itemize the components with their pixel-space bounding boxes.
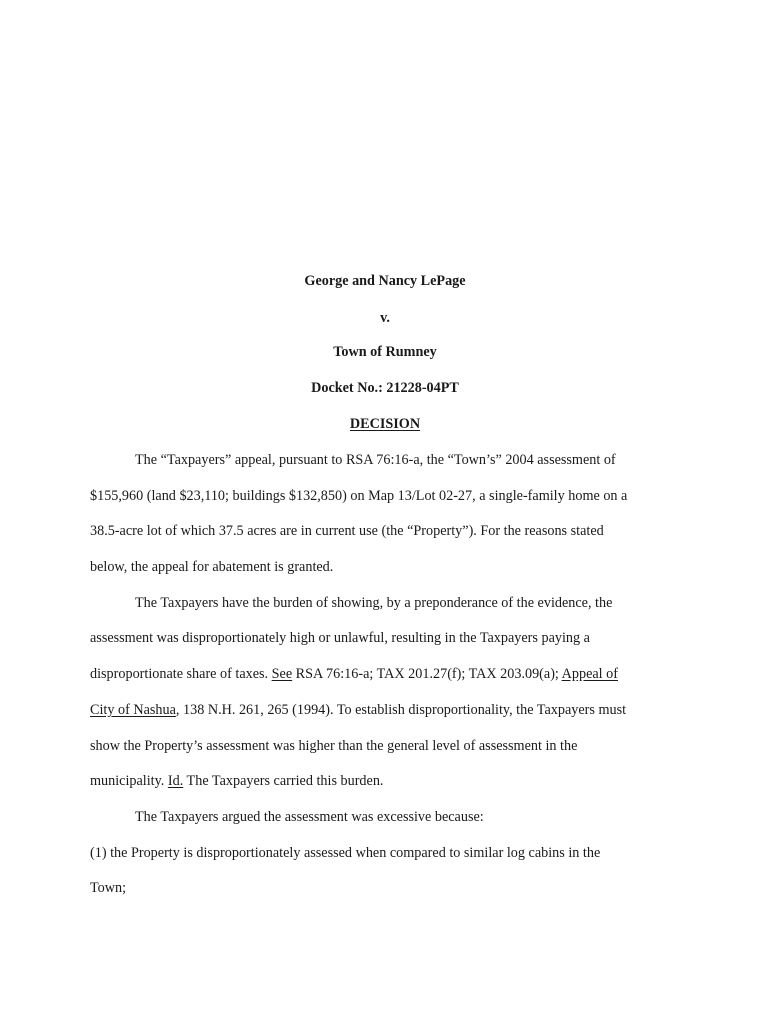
p1-line-1: The “Taxpayers” appeal, pursuant to RSA 76:16-a, the “Town’s” 2004 assessment of [135,452,616,468]
p2-line-6-text-c: The Taxpayers carried this burden. [183,773,384,789]
p2-line-4-text-b: , 138 N.H. 261, 265 (1994). To establish disproportionality, the Taxpayers must [175,702,627,718]
p2-line-5: show the Property’s assessment was higher than the general level of assessment in the [90,738,578,754]
p2-line-6 [90,772,383,790]
p3-line-3: Town; [90,880,127,896]
p2-line-3 [90,665,618,683]
p2-line-1: The Taxpayers have the burden of showing, by a preponderance of the evidence, the [135,595,613,611]
case-versus: v. [380,310,390,326]
case-citation-appeal-of: Appeal of [561,666,618,682]
case-citation-city-of-nashua: City of Nashua [90,702,176,718]
decision-heading [0,415,770,433]
p2-line-4 [90,701,626,719]
p2-line-6-text-a: municipality. [90,773,168,789]
see-citation-signal: See [271,666,293,682]
p1-line-4: below, the appeal for abatement is granted. [90,559,334,575]
p3-line-1: The Taxpayers argued the assessment was excessive because: [135,809,484,825]
decision-heading-text: DECISION [349,416,421,432]
p1-line-2: $155,960 (land $23,110; buildings $132,850) on Map 13/Lot 02-27, a single-family home on a [90,488,628,504]
id-citation-signal: Id. [167,773,184,789]
p1-line-3: 38.5-acre lot of which 37.5 acres are in current use (the “Property”). For the reasons stated [90,523,604,539]
p2-line-2: assessment was disproportionately high or unlawful, resulting in the Taxpayers paying a [90,630,590,646]
case-parties: George and Nancy LePage [304,273,466,289]
p3-line-2: (1) the Property is disproportionately assessed when compared to similar log cabins in the [90,845,601,861]
p2-line-3-text-c: RSA 76:16-a; TAX 201.27(f); TAX 203.09(a); [292,666,562,682]
docket-number: Docket No.: 21228-04PT [311,380,459,396]
case-respondent: Town of Rumney [333,344,437,360]
p2-line-3-text-a: disproportionate share of taxes. [90,666,272,682]
